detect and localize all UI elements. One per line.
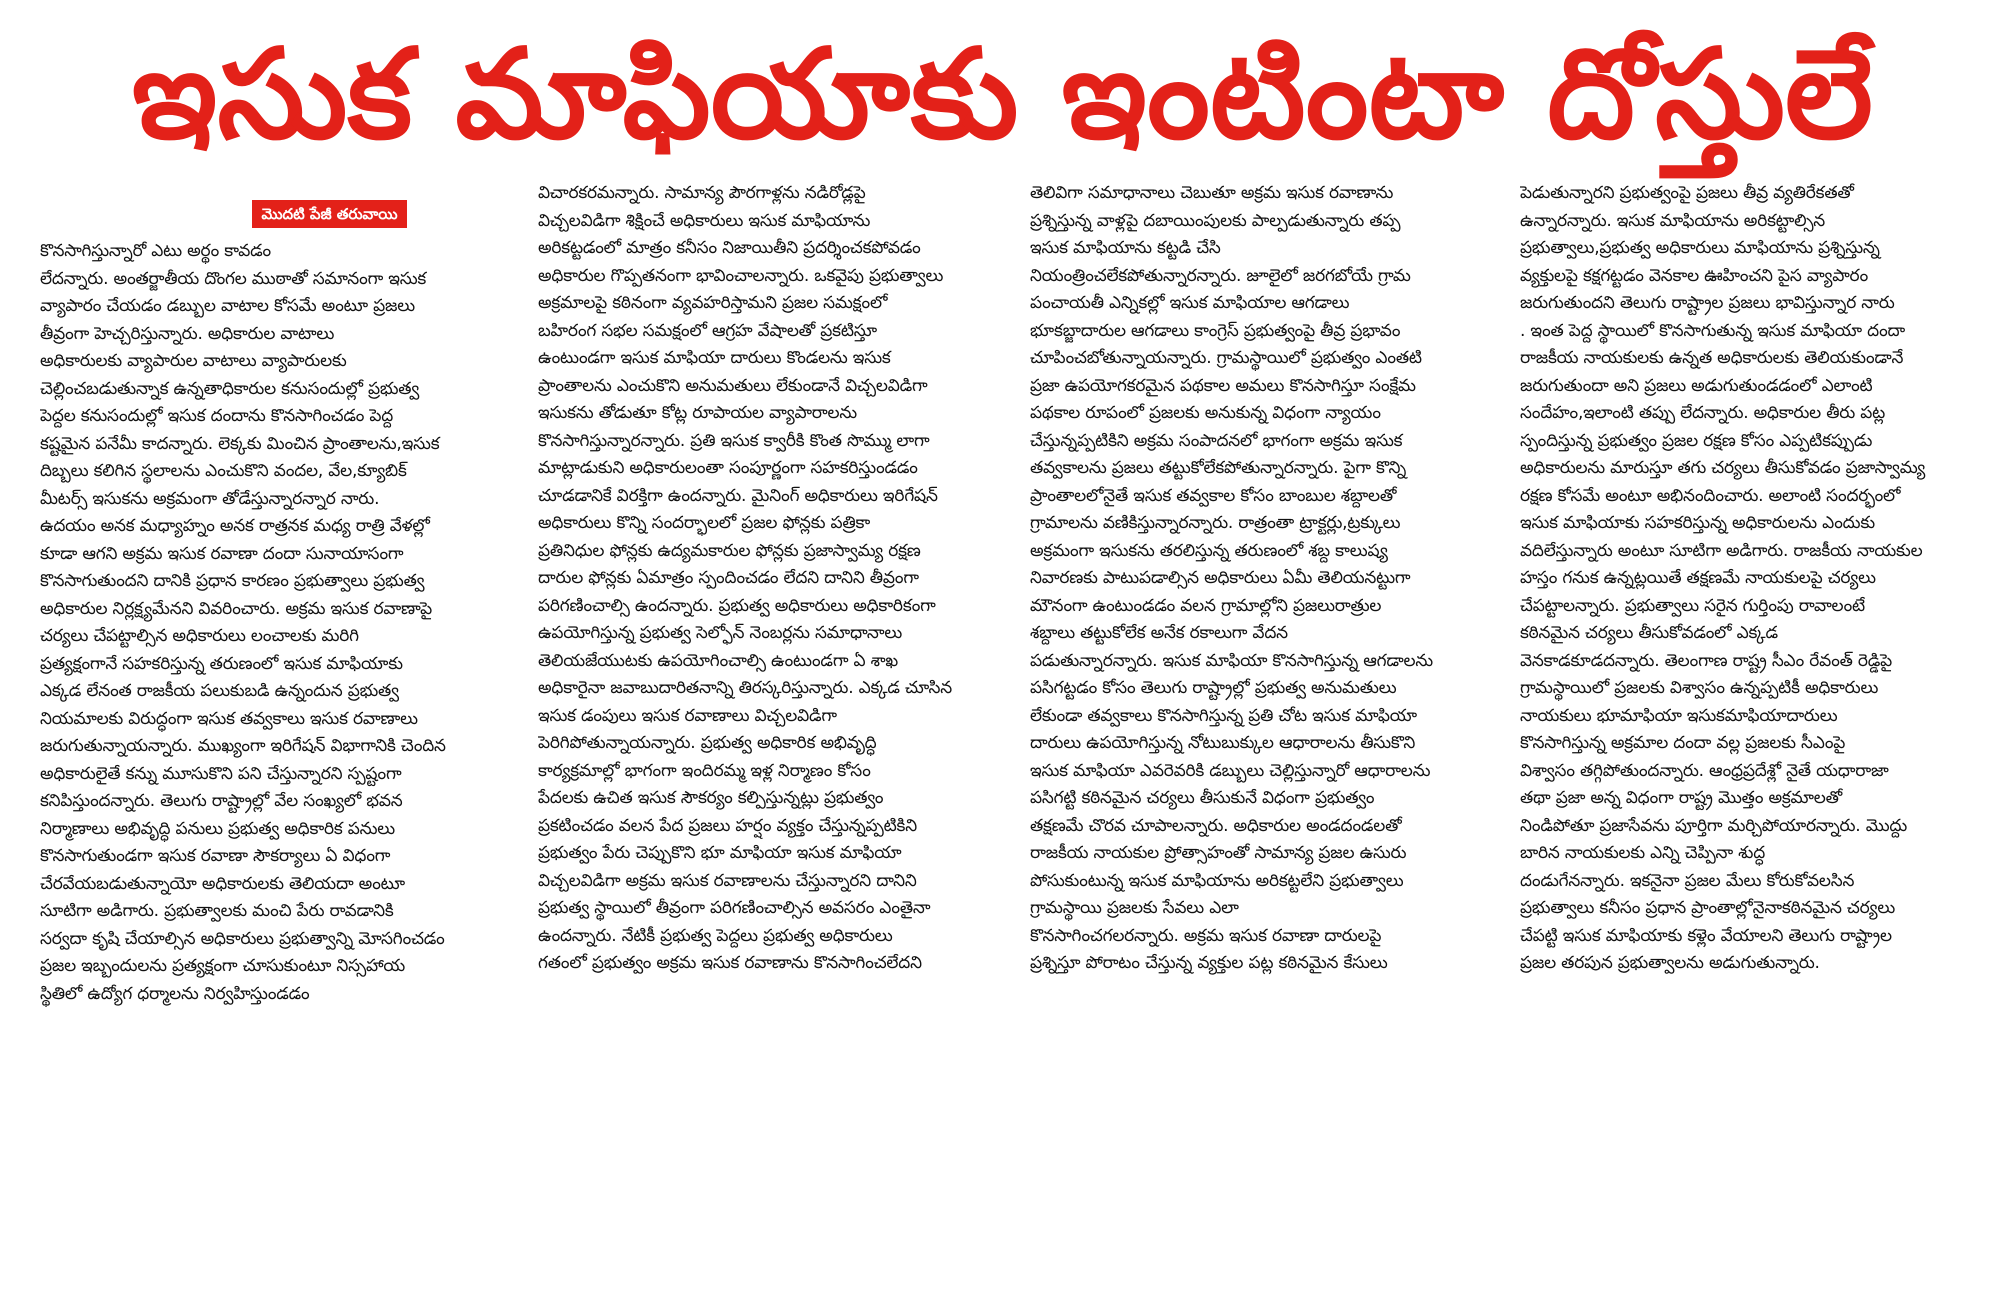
article-line: ప్రత్యక్షంగానే సహకరిస్తున్న తరుణంలో ఇసుక మాఫియాకు bbox=[40, 653, 403, 674]
article-line: తెలియజేయుటకు ఉపయోగించాల్సి ఉంటుండగా ఏ శాఖ bbox=[538, 650, 898, 671]
article-line: పసిగట్టడం కోసం తెలుగు రాష్ట్రాల్లో ప్రభుత్వ అనుమతులు bbox=[1030, 678, 1397, 698]
article-line: తక్షణమే చొరవ చూపాలన్నారు. అధికారుల అండదండలతో bbox=[1030, 815, 1402, 836]
article-line: రాజకీయ నాయకుల ప్రోత్సాహంతో సామాన్య ప్రజల ఉసురు bbox=[1030, 843, 1407, 863]
article-line: చర్యలు చేపట్టాల్సిన అధికారులు లంచాలకు మరిగి bbox=[40, 626, 359, 646]
article-line: ఉంటుండగా ఇసుక మాఫియా దారులు కొండలను ఇసుక bbox=[538, 348, 891, 368]
article-line: పెద్దల కనుసందుల్లో ఇసుక దందాను కొనసాగించడం పెద్ద bbox=[40, 406, 394, 426]
article-line: వెనకాడకూడదన్నారు. తెలంగాణ రాష్ట్ర సీఎం రేవంత్ రెడ్డిపై bbox=[1520, 650, 1893, 671]
article-line: అధికారైనా జవాబుదారితనాన్ని తిరస్కరిస్తున్నారు. ఎక్కడ చూసిన bbox=[538, 678, 953, 698]
article-line: అధికారులు కొన్ని సందర్భాలలో ప్రజల ఫోన్లకు పత్రికా bbox=[538, 513, 871, 533]
article-line: ఇసుక మాఫియాను కట్టడి చేసి bbox=[1030, 238, 1221, 258]
article-line: తవ్వకాలను ప్రజలు తట్టుకోలేకపోతున్నారన్నారు. పైగా కొన్ని bbox=[1030, 458, 1407, 478]
article-line: గతంలో ప్రభుత్వం అక్రమ ఇసుక రవాణాను కొనసాగించలేదని bbox=[538, 953, 922, 973]
article-line: ప్రాంతాలను ఎంచుకొని అనుమతులు లేకుండానే విచ్చలవిడిగా bbox=[538, 375, 928, 396]
article-line: దిబ్బలు కలిగిన స్థలాలను ఎంచుకొని వందల, వేల,క్యూబిక్ bbox=[40, 461, 407, 481]
article-line: ప్రజల తరపున ప్రభుత్వాలను అడుగుతున్నారు. bbox=[1520, 953, 1820, 973]
article-line: మాట్లాడుకుని అధికారులంతా సంపూర్ణంగా సహకరిస్తుండడం bbox=[538, 458, 918, 478]
article-line: శబ్దాలు తట్టుకోలేక అనేక రకాలుగా వేదన bbox=[1030, 623, 1288, 643]
article-line: ఉపయోగిస్తున్న ప్రభుత్వ సెల్ఫోన్ నెంబర్లను సమాధానాలు bbox=[538, 623, 903, 643]
article-line: అక్రమాలపై కఠినంగా వ్యవహరిస్తామని ప్రజల సమక్షంలో bbox=[538, 293, 888, 313]
article-line: ఎక్కడ లేనంత రాజకీయ పలుకుబడి ఉన్నందున ప్రభుత్వ bbox=[40, 681, 399, 701]
article-line: విశ్వాసం తగ్గిపోతుందన్నారు. ఆంధ్రప్రదేశ్లో నైతే యధారాజా bbox=[1520, 760, 1889, 781]
article-line: తీవ్రంగా హెచ్చరిస్తున్నారు. అధికారుల వాటాలు bbox=[40, 323, 335, 344]
continued-from-front-page-label: మొదటి పేజీ తరువాయి bbox=[252, 200, 407, 228]
article-line: ఉదయం అనక మధ్యాహ్నం అనక రాత్రనక మధ్య రాత్రి వేళల్లో bbox=[40, 516, 430, 536]
article-line: కార్యక్రమాల్లో భాగంగా ఇందిరమ్మ ఇళ్ల నిర్మాణం కోసం bbox=[538, 760, 871, 781]
article-line: పడుతున్నారన్నారు. ఇసుక మాఫియా కొనసాగిస్తున్న ఆగడాలను bbox=[1030, 650, 1433, 671]
article-line: పెడుతున్నారని ప్రభుత్వంపై ప్రజలు తీవ్ర వ్యతిరేకతతో bbox=[1520, 183, 1854, 203]
article-line: ఇసుకను తోడుతూ కోట్ల రూపాయల వ్యాపారాలను bbox=[538, 403, 857, 423]
article-line: చూడడానికే విరక్తిగా ఉందన్నారు. మైనింగ్ అధికారులు ఇరిగేషన్ bbox=[538, 485, 938, 506]
article-line: పంచాయతీ ఎన్నికల్లో ఇసుక మాఫియాల ఆగడాలు bbox=[1030, 293, 1350, 313]
article-line: ప్రభుత్వాలు,ప్రభుత్వ అధికారులు మాఫియాను ప్రశ్నిస్తున్న bbox=[1520, 238, 1880, 258]
article-line: నాయకులు భూమాఫియా ఇసుకమాఫియాదారులు bbox=[1520, 705, 1838, 726]
article-column-1 bbox=[40, 0, 530, 1294]
article-line: లేదన్నారు. అంతర్జాతీయ దొంగల ముఠాతో సమానంగా ఇసుక bbox=[40, 268, 427, 289]
article-line: పరిగణించాల్సి ఉందన్నారు. ప్రభుత్వ అధికారులు అధికారికంగా bbox=[538, 595, 936, 616]
article-line: కొనసాగుతుండగా ఇసుక రవాణా సౌకర్యాలు ఏ విధంగా bbox=[40, 846, 391, 866]
article-line: దారులు ఉపయోగిస్తున్న నోటుబుక్కుల ఆధారాలను తీసుకొని bbox=[1030, 733, 1416, 753]
article-line: జరుగుతుందని తెలుగు రాష్ట్రాల ప్రజలు భావిస్తున్నార నారు bbox=[1520, 293, 1895, 313]
article-line: అరికట్టడంలో మాత్రం కనీసం నిజాయితీని ప్రదర్శించకపోవడం bbox=[538, 238, 921, 258]
article-line: అధికారులకు వ్యాపారుల వాటాలు వ్యాపారులకు bbox=[40, 351, 347, 371]
article-line: ప్రాంతాలలోనైతే ఇసుక తవ్వకాల కోసం బాంబుల శబ్దాలతో bbox=[1030, 485, 1397, 506]
article-line: చెల్లించబడుతున్నాక ఉన్నతాధికారుల కనుసందుల్లో ప్రభుత్వ bbox=[40, 378, 420, 399]
article-line: చేరవేయబడుతున్నాయో అధికారులకు తెలియదా అంటూ bbox=[40, 873, 405, 894]
article-line: నిర్మాణాలు అభివృద్ధి పనులు ప్రభుత్వ అధికారిక పనులు bbox=[40, 818, 395, 839]
article-line: కఠినమైన చర్యలు తీసుకోవడంలో ఎక్కడ bbox=[1520, 623, 1778, 643]
article-line: పథకాల రూపంలో ప్రజలకు అనుకున్న విధంగా న్యాయం bbox=[1030, 403, 1381, 423]
article-line: పసిగట్టి కఠినమైన చర్యలు తీసుకునే విధంగా ప్రభుత్వం bbox=[1030, 788, 1375, 808]
article-line: నియమాలకు విరుద్ధంగా ఇసుక తవ్వకాలు ఇసుక రవాణాలు bbox=[40, 708, 418, 729]
article-line: అధికారులను మారుస్తూ తగు చర్యలు తీసుకోవడం ప్రజాస్వామ్య bbox=[1520, 458, 1926, 478]
article-line: కష్టమైన పనేమీ కాదన్నారు. లెక్కకు మించిన ప్రాంతాలను,ఇసుక bbox=[40, 433, 440, 454]
article-line: నివారణకు పాటుపడాల్సిన అధికారులు ఏమీ తెలియనట్టుగా bbox=[1030, 568, 1411, 588]
article-line: ప్రజల ఇబ్బందులను ప్రత్యక్షంగా చూసుకుంటూ నిస్సహాయ bbox=[40, 956, 406, 976]
article-line: ఇసుక మాఫియా ఎవరెవరికి డబ్బులు చెల్లిస్తున్నారో ఆధారాలను bbox=[1030, 760, 1431, 781]
article-line: సర్వదా కృషి చేయాల్సిన అధికారులు ప్రభుత్వాన్ని మోసగించడం bbox=[40, 928, 445, 949]
article-line: మీటర్స్ ఇసుకను అక్రమంగా తోడేస్తున్నారన్నార నారు. bbox=[40, 488, 380, 509]
article-line: గ్రామాలను వణికిస్తున్నారన్నారు. రాత్రంతా ట్రాక్టర్లు,ట్రక్కులు bbox=[1030, 513, 1401, 533]
article-line: నిండిపోతూ ప్రజాసేవను పూర్తిగా మర్చిపోయారన్నారు. మొద్దు bbox=[1520, 815, 1908, 836]
article-line: పెరిగిపోతున్నాయన్నారు. ప్రభుత్వ అధికారిక అభివృద్ధి bbox=[538, 733, 877, 753]
article-line: ప్రకటించడం వలన పేద ప్రజలు హర్షం వ్యక్తం చేస్తున్నప్పటికిని bbox=[538, 815, 917, 836]
article-line: అధికారులైతే కన్ను మూసుకొని పని చేస్తున్నారని స్పష్టంగా bbox=[40, 763, 402, 784]
article-line: వ్యక్తులపై కక్షగట్టడం వెనకాల ఊహించని పైస వ్యాపారం bbox=[1520, 265, 1869, 286]
article-line: ప్రభుత్వాలు కనీసం ప్రధాన ప్రాంతాల్లోనైనాకఠినమైన చర్యలు bbox=[1520, 898, 1896, 918]
article-line: తథా ప్రజా అన్న విధంగా రాష్ట్ర మొత్తం అక్రమాలతో bbox=[1520, 788, 1843, 808]
article-line: ప్రజా ఉపయోగకరమైన పథకాల అమలు కొనసాగిస్తూ సంక్షేమ bbox=[1030, 375, 1416, 396]
article-line: ప్రభుత్వం పేరు చెప్పుకొని భూ మాఫియా ఇసుక మాఫియా bbox=[538, 843, 902, 863]
article-line: హస్తం గనుక ఉన్నట్లయితే తక్షణమే నాయకులపై చర్యలు bbox=[1520, 568, 1876, 588]
article-line: బహిరంగ సభల సమక్షంలో ఆగ్రహ వేషాలతో ప్రకటిస్తూ bbox=[538, 320, 877, 341]
article-column-3 bbox=[1030, 0, 1500, 1236]
article-line: ఉన్నారన్నారు. ఇసుక మాఫియాను అరికట్టాల్సిన bbox=[1520, 210, 1826, 231]
article-line: ఉందన్నారు. నేటికీ ప్రభుత్వ పెద్దలు ప్రభుత్వ అధికారులు bbox=[538, 925, 893, 946]
article-line: స్థితిలో ఉద్యోగ ధర్మాలను నిర్వహిస్తుండడం bbox=[40, 983, 310, 1004]
article-line: ఇసుక డంపులు ఇసుక రవాణాలు విచ్చలవిడిగా bbox=[538, 705, 837, 726]
article-line: . ఇంత పెద్ద స్థాయిలో కొనసాగుతున్న ఇసుక మాఫియా దందా bbox=[1520, 320, 1906, 341]
article-line: కూడా ఆగని అక్రమ ఇసుక రవాణా దందా సునాయాసంగా bbox=[40, 543, 404, 564]
article-line: విచారకరమన్నారు. సామాన్య పౌరగాళ్లను నడిరోడ్లపై bbox=[538, 183, 866, 203]
article-line: అధికారుల గొప్పతనంగా భావించాలన్నారు. ఒకవైపు ప్రభుత్వాలు bbox=[538, 265, 944, 286]
article-line: ప్రశ్నిస్తూ పోరాటం చేస్తున్న వ్యక్తుల పట్ల కఠినమైన కేసులు bbox=[1030, 953, 1388, 973]
article-line: బారిన నాయకులకు ఎన్ని చెప్పినా శుద్ధ bbox=[1520, 843, 1766, 863]
article-line: వ్యాపారం చేయడం డబ్బుల వాటాల కోసమే అంటూ ప్రజలు bbox=[40, 296, 415, 316]
article-line: అక్రమంగా ఇసుకను తరలిస్తున్న తరుణంలో శబ్ద కాలుష్య bbox=[1030, 540, 1388, 561]
article-line: కొనసాగుతుందని దానికి ప్రధాన కారణం ప్రభుత్వాలు ప్రభుత్వ bbox=[40, 571, 425, 591]
article-line: విచ్చలవిడిగా అక్రమ ఇసుక రవాణాలను చేస్తున్నారని దానిని bbox=[538, 870, 917, 891]
article-line: పేదలకు ఉచిత ఇసుక సౌకర్యం కల్పిస్తున్నట్లు ప్రభుత్వం bbox=[538, 788, 884, 808]
article-line: కొనసాగించగలరన్నారు. అక్రమ ఇసుక రవాణా దారులపై bbox=[1030, 925, 1382, 946]
article-line: చేపట్టి ఇసుక మాఫియాకు కళ్లెం వేయాలని తెలుగు రాష్ట్రాల bbox=[1520, 925, 1892, 946]
article-line: జరుగుతుందా అని ప్రజలు అడుగుతుండడంలో ఎలాంటి bbox=[1520, 375, 1873, 396]
article-column-2 bbox=[538, 0, 1008, 1236]
article-line: చేస్తున్నప్పటికిని అక్రమ సంపాదనలో భాగంగా అక్రమ ఇసుక bbox=[1030, 430, 1403, 451]
article-line: సూటిగా అడిగారు. ప్రభుత్వాలకు మంచి పేరు రావడానికి bbox=[40, 901, 394, 921]
article-line: జరుగుతున్నాయన్నారు. ముఖ్యంగా ఇరిగేషన్ విభాగానికి చెందిన bbox=[40, 736, 446, 756]
article-line: దారుల ఫోన్లకు ఏమాత్రం స్పందించడం లేదని దానిని తీవ్రంగా bbox=[538, 568, 919, 588]
article-line: పోసుకుంటున్న ఇసుక మాఫియాను అరికట్టలేని ప్రభుత్వాలు bbox=[1030, 870, 1404, 891]
article-line: గ్రామస్థాయిలో ప్రజలకు విశ్వాసం ఉన్నప్పటికీ అధికారులు bbox=[1520, 678, 1879, 698]
article-line: దండుగేనన్నారు. ఇకనైనా ప్రజల మేలు కోరుకోవలసిన bbox=[1520, 870, 1855, 891]
article-line: కొనసాగిస్తున్నారో ఎటు అర్థం కావడం bbox=[40, 241, 271, 261]
article-line: ఇసుక మాఫియాకు సహకరిస్తున్న అధికారులను ఎందుకు bbox=[1520, 513, 1875, 533]
article-line: రక్షణ కోసమే అంటూ అభినందించారు. అలాంటి సందర్భంలో bbox=[1520, 485, 1901, 506]
article-line: కొనసాగిస్తున్న అక్రమాల దందా వల్ల ప్రజలకు సీఎంపై bbox=[1520, 733, 1846, 753]
article-line: తెలివిగా సమాధానాలు చెబుతూ అక్రమ ఇసుక రవాణాను bbox=[1030, 183, 1394, 203]
headline: ఇసుక మాఫియాకు ఇంటింటా దోస్తులే bbox=[132, 23, 1873, 167]
article-line: కొనసాగిస్తున్నారన్నారు. ప్రతి ఇసుక క్వారీకి కొంత సొమ్ము లాగా bbox=[538, 430, 930, 451]
article-line: ప్రతినిధుల ఫోన్లకు ఉద్యమకారుల ఫోన్లకు ప్రజాస్వామ్య రక్షణ bbox=[538, 540, 921, 561]
article-line: చూపించబోతున్నాయన్నారు. గ్రామస్థాయిలో ప్రభుత్వం ఎంతటి bbox=[1030, 348, 1422, 368]
article-line: మౌనంగా ఉంటుండడం వలన గ్రామాల్లోని ప్రజలురాత్రుల bbox=[1030, 595, 1382, 616]
article-line: సందేహం,ఇలాంటి తప్పు లేదన్నారు. అధికారుల తీరు పట్ల bbox=[1520, 403, 1886, 423]
article-line: స్పందిస్తున్న ప్రభుత్వం ప్రజల రక్షణ కోసం ఎప్పటికప్పుడు bbox=[1520, 430, 1873, 451]
article-line: భూకబ్జాదారుల ఆగడాలు కాంగ్రెస్ ప్రభుత్వంపై తీవ్ర ప్రభావం bbox=[1030, 320, 1401, 341]
article-column-4 bbox=[1520, 0, 1990, 1236]
article-line: నియంత్రించలేకపోతున్నారన్నారు. జూలైలో జరగబోయే గ్రామ bbox=[1030, 265, 1411, 286]
article-line: చేపట్టాలన్నారు. ప్రభుత్వాలు సరైన గుర్తింపు రావాలంటే bbox=[1520, 595, 1865, 616]
article-line: రాజకీయ నాయకులకు ఉన్నత అధికారులకు తెలియకుండానే bbox=[1520, 348, 1904, 368]
article-line: అధికారుల నిర్లక్ష్యమేనని వివరించారు. అక్రమ ఇసుక రవాణాపై bbox=[40, 598, 433, 619]
article-line: లేకుండా తవ్వకాలు కొనసాగిస్తున్న ప్రతి చోట ఇసుక మాఫియా bbox=[1030, 705, 1417, 726]
article-line: ప్రశ్నిస్తున్న వాళ్లపై దబాయింపులకు పాల్పడుతున్నారు తప్ప bbox=[1030, 210, 1401, 231]
article-line: గ్రామస్థాయి ప్రజలకు సేవలు ఎలా bbox=[1030, 898, 1239, 918]
article-line: వదిలేస్తున్నారు అంటూ సూటిగా అడిగారు. రాజకీయ నాయకుల bbox=[1520, 540, 1923, 561]
article-line: విచ్చలవిడిగా శిక్షించే అధికారులు ఇసుక మాఫియాను bbox=[538, 210, 871, 231]
article-line: కనిపిస్తుందన్నారు. తెలుగు రాష్ట్రాల్లో వేల సంఖ్యలో భవన bbox=[40, 791, 403, 811]
article-line: ప్రభుత్వ స్థాయిలో తీవ్రంగా పరిగణించాల్సిన అవసరం ఎంతైనా bbox=[538, 898, 931, 918]
